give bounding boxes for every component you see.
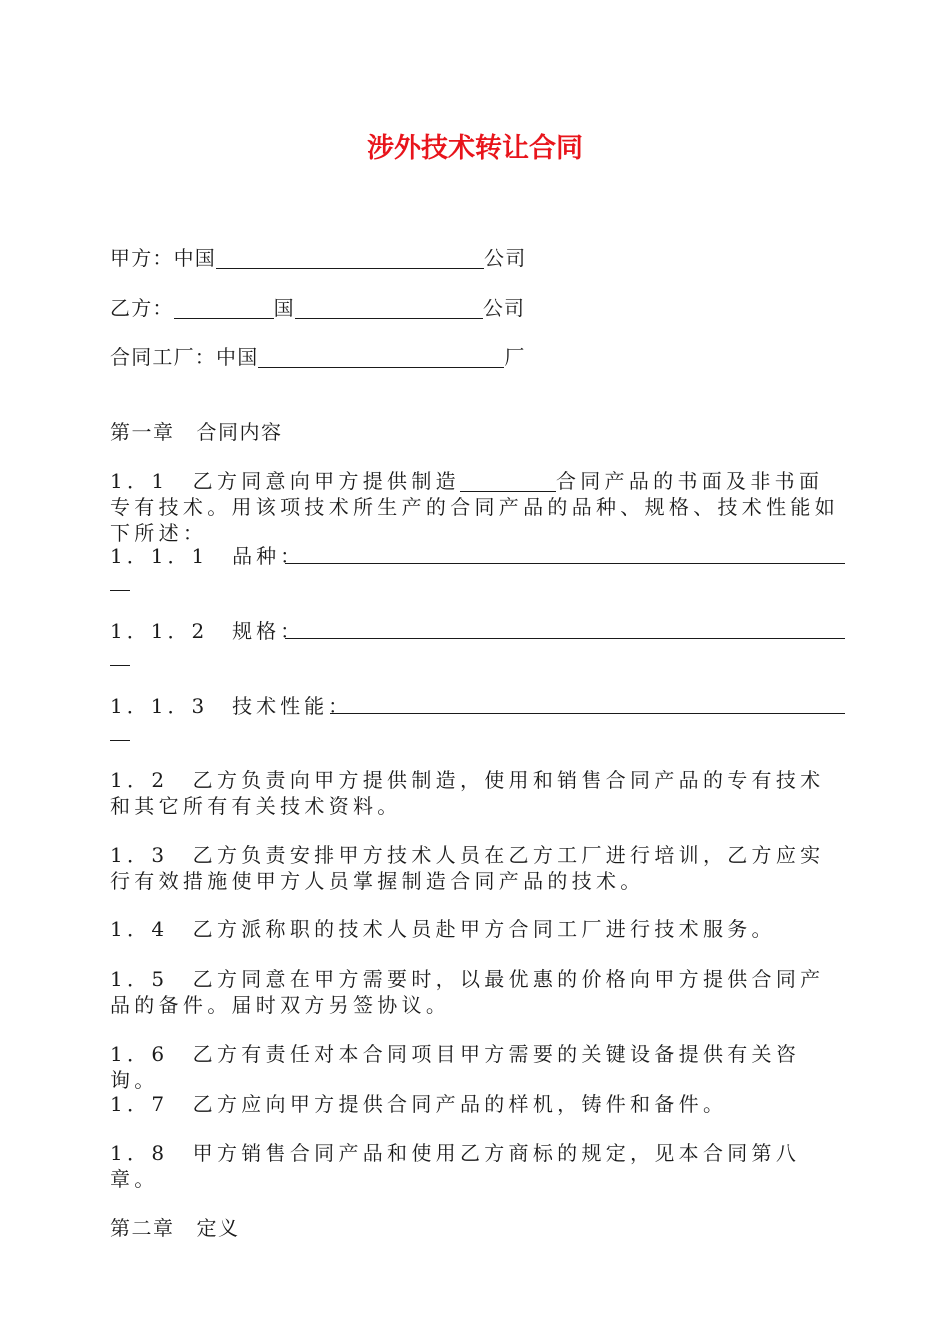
- party-b-suffix: 公司: [482, 296, 526, 320]
- clause-1-1-2-label: 1．1．2 规格：: [110, 619, 305, 643]
- clause-1-1-1-blank-tail: [110, 590, 130, 591]
- clause-1-1-3-blank-tail: [110, 740, 130, 741]
- party-b-country-blank: [174, 298, 274, 319]
- clause-1-2: 1．2 乙方负责向甲方提供制造，使用和销售合同产品的专有技术和其它所有有关技术资料。: [110, 768, 825, 818]
- document-title: 涉外技术转让合同: [367, 133, 583, 164]
- factory-prefix: 合同工厂：中国: [110, 345, 259, 369]
- clause-1-1-1-blank: [285, 563, 845, 564]
- clause-1-1: [110, 468, 845, 546]
- chapter-2-name: 定义: [196, 1216, 240, 1240]
- party-a-blank: [216, 248, 484, 269]
- chapter-1-name: 合同内容: [196, 420, 283, 444]
- chapter-1-heading: [110, 419, 283, 445]
- clause-1-5: 1．5 乙方同意在甲方需要时，以最优惠的价格向甲方提供合同产品的备件。届时双方另签协议。: [110, 967, 825, 1017]
- clause-1-1-blank: [460, 471, 556, 492]
- factory-line: [110, 344, 845, 370]
- factory-blank: [258, 347, 504, 368]
- clause-1-1-1-label: 1．1．1 品种：: [110, 544, 305, 568]
- clause-1-1-part-a: 1．1 乙方同意向甲方提供制造: [110, 469, 460, 493]
- chapter-2-number: 第二章: [110, 1216, 175, 1240]
- party-b-prefix: 乙方：: [110, 296, 174, 320]
- clause-1-1-1: [110, 543, 845, 569]
- clause-1-8: 1．8 甲方销售合同产品和使用乙方商标的规定，见本合同第八章。: [110, 1141, 801, 1191]
- clause-1-1-3-blank: [330, 713, 845, 714]
- party-a-prefix: 甲方：中国: [110, 246, 216, 270]
- party-b-mid: 国: [273, 296, 295, 320]
- party-b-company-blank: [295, 298, 483, 319]
- party-a-suffix: 公司: [484, 246, 527, 270]
- clause-1-1-2-blank-tail: [110, 665, 130, 666]
- clause-1-3: 1．3 乙方负责安排甲方技术人员在乙方工厂进行培训，乙方应实行有效措施使甲方人员掌握制造合同产品的技术。: [110, 843, 825, 893]
- party-a-line: [110, 245, 845, 271]
- clause-1-6: 1．6 乙方有责任对本合同项目甲方需要的关键设备提供有关咨询。: [110, 1042, 801, 1092]
- chapter-1-number: 第一章: [110, 420, 175, 444]
- clause-1-1-part-b: 合同产品的书面及非书面专有技术。用该项技术所生产的合同产品的品种、规格、技术性能如下所述：: [110, 469, 839, 545]
- clause-1-7: 1．7 乙方应向甲方提供合同产品的样机，铸件和备件。: [110, 1092, 728, 1116]
- clause-1-1-2: [110, 618, 845, 644]
- clause-1-4: 1．4 乙方派称职的技术人员赴甲方合同工厂进行技术服务。: [110, 917, 776, 941]
- party-b-line: [110, 295, 845, 321]
- chapter-2-heading: [110, 1215, 240, 1241]
- clause-1-1-2-blank: [285, 638, 845, 639]
- clause-1-1-3: [110, 693, 845, 719]
- factory-suffix: 厂: [504, 345, 526, 369]
- clause-1-1-3-label: 1．1．3 技术性能：: [110, 694, 353, 718]
